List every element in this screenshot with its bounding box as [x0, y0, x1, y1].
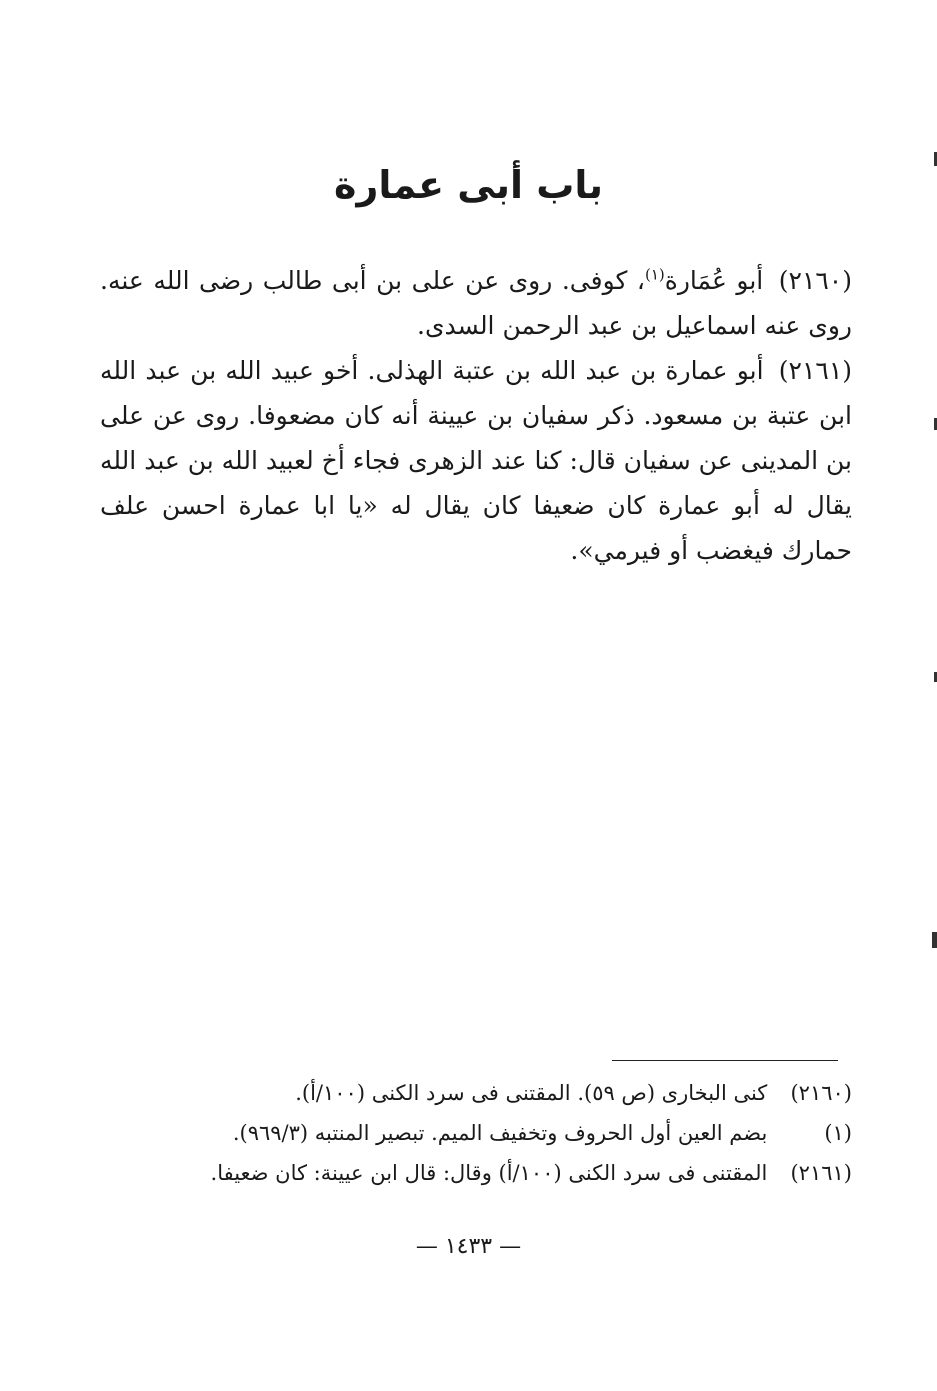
page-number: — ١٤٣٣ — [415, 1234, 522, 1259]
footnote-label: (٢١٦١) [790, 1161, 852, 1185]
footnote-separator [612, 1060, 838, 1061]
footnote-reference: (١) [644, 265, 665, 284]
entry-number: (٢١٦٠) [778, 266, 852, 295]
main-text [100, 258, 852, 573]
chapter-heading: باب أبى عمارة [334, 163, 603, 207]
footnote-text: بضم العين أول الحروف وتخفيف الميم. تبصير المنتبه (٩٦٩/٣). [232, 1121, 768, 1145]
entry-text: أبو عمارة بن عبد الله بن عتبة الهذلى. أخو عبيد الله بن عبد الله ابن عتبة بن مسعود. ذكر سفيان بن عيينة أنه كان مضعوفا. روى عن على بن المدينى عن سفيان قال: كنا عند الزهرى فجاء أخ لعبيد الله بن عبد الله يقال له أبو عمارة كان ضعيفا كان يقال له «يا ابا عمارة احسن علف حمارك فيغضب أو فيرمي». [100, 356, 852, 565]
footnotes [100, 1073, 852, 1193]
entry-2161 [100, 348, 852, 573]
entry-2160 [100, 258, 852, 348]
footnote [100, 1073, 852, 1113]
footnote-text: كنى البخارى (ص ٥٩). المقتنى فى سرد الكنى (١٠٠/أ). [295, 1081, 768, 1105]
entry-number: (٢١٦١) [778, 356, 853, 385]
footnote [100, 1113, 852, 1153]
entry-text-part: ، كوفى. روى عن على بن أبى طالب رضى الله عنه. روى عنه اسماعيل بن عبد الرحمن السدى. [100, 266, 852, 340]
scan-edge-mark [932, 932, 937, 948]
entry-text-part: أبو عُمَارة [664, 266, 764, 295]
footnote-text: المقتنى فى سرد الكنى (١٠٠/أ) وقال: قال ابن عيينة: كان ضعيفا. [210, 1161, 768, 1185]
footnote-label: (٢١٦٠) [790, 1081, 852, 1105]
footnote-label: (١) [824, 1121, 852, 1145]
footnote [100, 1153, 852, 1193]
